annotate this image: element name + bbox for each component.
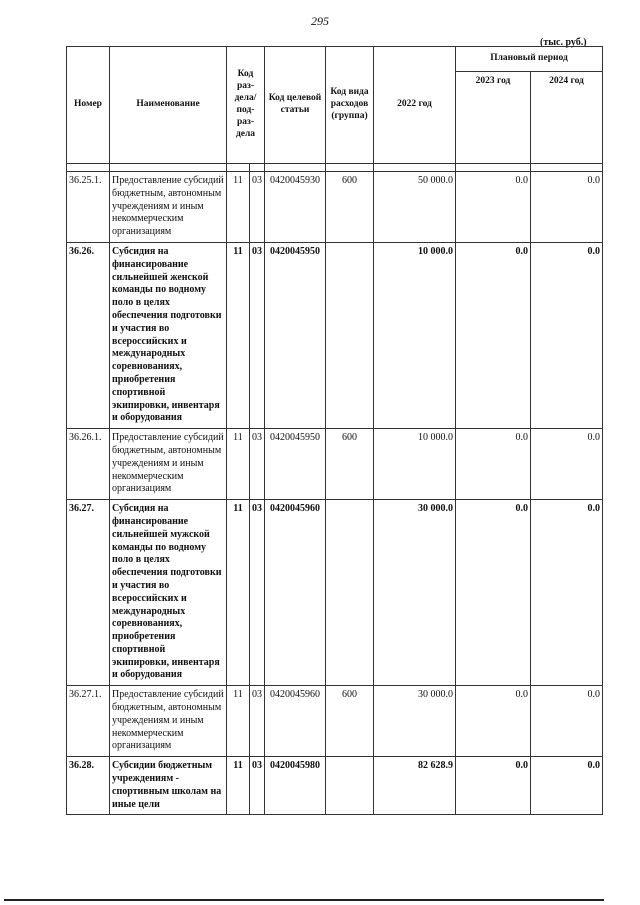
row-type-code bbox=[326, 500, 374, 686]
table-row bbox=[67, 242, 603, 428]
row-2022-value: 82 628.9 bbox=[374, 757, 456, 815]
row-target-code: 0420045950 bbox=[265, 242, 326, 428]
row-name: Субсидия на финансирование сильнейшей мужской команды по водному поло в целях обеспечения подготовки и участия во всероссийских и международных соревнованиях, приобретения спортивной экипировки, инвентаря и оборудования bbox=[110, 500, 227, 686]
table-row bbox=[67, 172, 603, 243]
row-2023-value: 0.0 bbox=[456, 429, 531, 500]
row-2024-value: 0.0 bbox=[531, 757, 603, 815]
header-section: Код раз-дела/ под-раз-дела bbox=[227, 47, 265, 164]
row-number: 36.26. bbox=[67, 242, 110, 428]
row-2024-value: 0.0 bbox=[531, 500, 603, 686]
row-2023-value: 0.0 bbox=[456, 757, 531, 815]
row-subsection: 03 bbox=[250, 757, 265, 815]
row-section: 11 bbox=[227, 686, 250, 757]
table-row bbox=[67, 500, 603, 686]
row-name: Субсидия на финансирование сильнейшей женской команды по водному поло в целях обеспечения подготовки и участия во всероссийских и международных соревнованиях, приобретения спортивной экипировки, инвентаря и оборудования bbox=[110, 242, 227, 428]
row-number: 36.27.1. bbox=[67, 686, 110, 757]
row-2022-value: 30 000.0 bbox=[374, 686, 456, 757]
row-2024-value: 0.0 bbox=[531, 686, 603, 757]
budget-table bbox=[66, 46, 603, 815]
header-2022: 2022 год bbox=[374, 47, 456, 164]
row-2023-value: 0.0 bbox=[456, 172, 531, 243]
row-type-code: 600 bbox=[326, 172, 374, 243]
row-number: 36.26.1. bbox=[67, 429, 110, 500]
row-2023-value: 0.0 bbox=[456, 686, 531, 757]
row-section: 11 bbox=[227, 242, 250, 428]
row-section: 11 bbox=[227, 429, 250, 500]
row-2024-value: 0.0 bbox=[531, 429, 603, 500]
row-subsection: 03 bbox=[250, 500, 265, 686]
page-number: 295 bbox=[311, 14, 329, 28]
row-2022-value: 10 000.0 bbox=[374, 242, 456, 428]
row-2022-value: 50 000.0 bbox=[374, 172, 456, 243]
row-type-code: 600 bbox=[326, 429, 374, 500]
row-2024-value: 0.0 bbox=[531, 242, 603, 428]
row-type-code bbox=[326, 757, 374, 815]
row-2022-value: 30 000.0 bbox=[374, 500, 456, 686]
header-number: Номер bbox=[67, 47, 110, 164]
header-target: Код целевой статьи bbox=[265, 47, 326, 164]
row-target-code: 0420045960 bbox=[265, 500, 326, 686]
row-type-code bbox=[326, 242, 374, 428]
row-name: Предоставление субсидий бюджетным, автономным учреждениям и иным некоммерческим организациям bbox=[110, 686, 227, 757]
row-2022-value: 10 000.0 bbox=[374, 429, 456, 500]
row-target-code: 0420045950 bbox=[265, 429, 326, 500]
row-number: 36.27. bbox=[67, 500, 110, 686]
row-2023-value: 0.0 bbox=[456, 500, 531, 686]
row-target-code: 0420045980 bbox=[265, 757, 326, 815]
row-subsection: 03 bbox=[250, 686, 265, 757]
header-type: Код вида расходов (группа) bbox=[326, 47, 374, 164]
header-2024: 2024 год bbox=[531, 72, 603, 164]
row-2023-value: 0.0 bbox=[456, 242, 531, 428]
row-2024-value: 0.0 bbox=[531, 172, 603, 243]
row-target-code: 0420045930 bbox=[265, 172, 326, 243]
row-subsection: 03 bbox=[250, 242, 265, 428]
row-number: 36.25.1. bbox=[67, 172, 110, 243]
row-section: 11 bbox=[227, 757, 250, 815]
row-number: 36.28. bbox=[67, 757, 110, 815]
row-subsection: 03 bbox=[250, 172, 265, 243]
row-section: 11 bbox=[227, 172, 250, 243]
row-name: Предоставление субсидий бюджетным, автономным учреждениям и иным некоммерческим организациям bbox=[110, 172, 227, 243]
bottom-rule bbox=[4, 899, 604, 901]
units-label: (тыс. руб.) bbox=[540, 37, 587, 48]
row-section: 11 bbox=[227, 500, 250, 686]
header-name: Наименование bbox=[110, 47, 227, 164]
row-type-code: 600 bbox=[326, 686, 374, 757]
row-target-code: 0420045960 bbox=[265, 686, 326, 757]
row-subsection: 03 bbox=[250, 429, 265, 500]
table-row bbox=[67, 757, 603, 815]
table-row bbox=[67, 429, 603, 500]
header-planned: Плановый период bbox=[456, 47, 603, 72]
table-row bbox=[67, 686, 603, 757]
row-name: Субсидии бюджетным учреждениям - спортивным школам на иные цели bbox=[110, 757, 227, 815]
row-name: Предоставление субсидий бюджетным, автономным учреждениям и иным некоммерческим организациям bbox=[110, 429, 227, 500]
header-2023: 2023 год bbox=[456, 72, 531, 164]
